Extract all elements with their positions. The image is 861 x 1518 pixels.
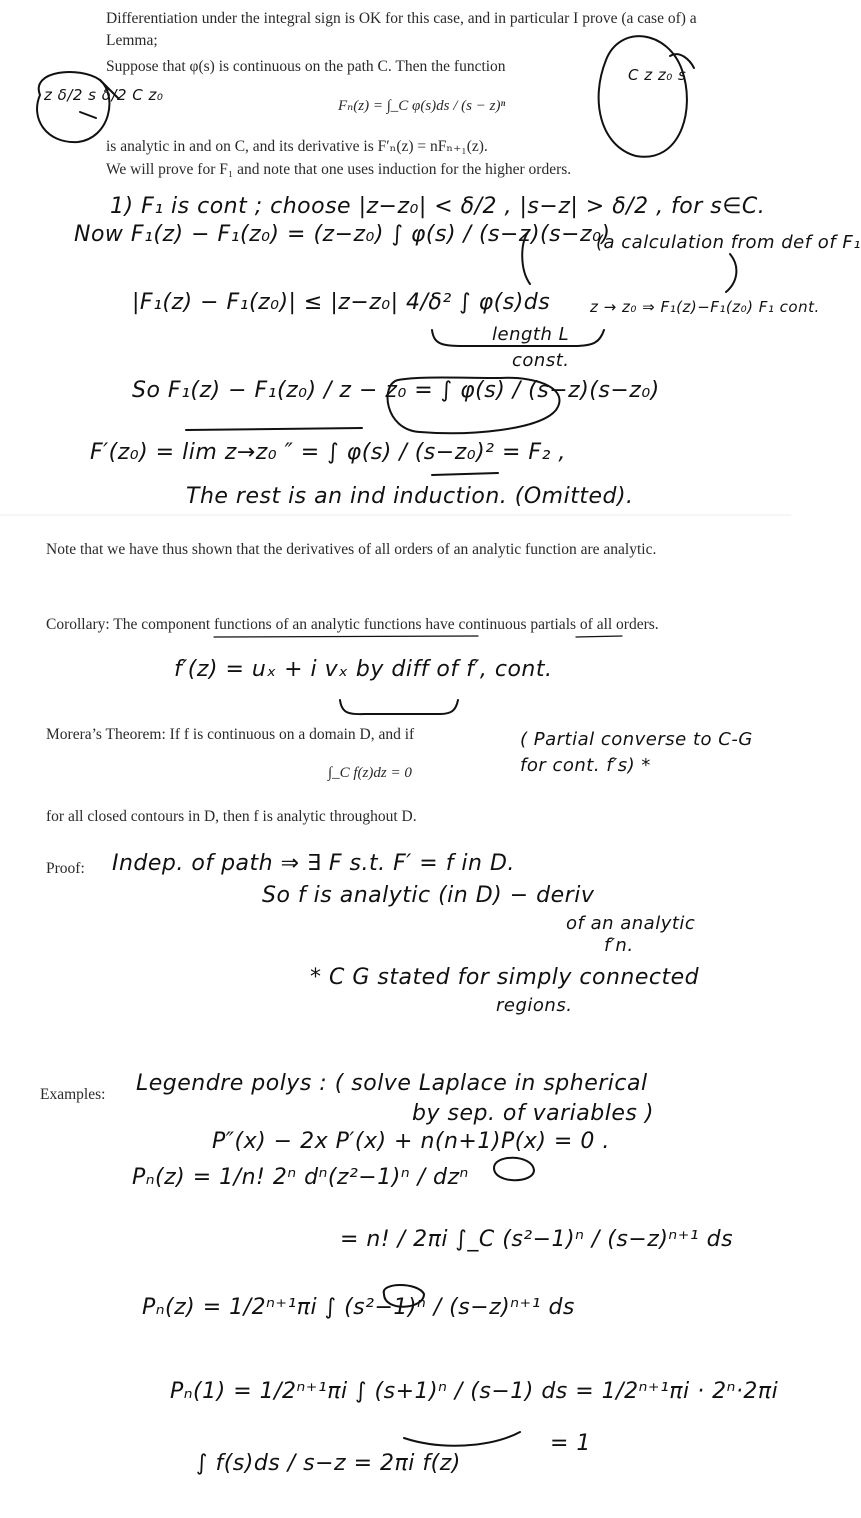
morera-conclusion: for all closed contours in D, then f is analytic throughout D. [46,808,417,825]
bottom-panel [0,515,791,1518]
example-line-4: Pₙ(z) = 1/n! 2ⁿ dⁿ(z²−1)ⁿ / dzⁿ [132,1165,469,1190]
lemma-formula: Fₙ(z) = ∫_C φ(s)ds / (s − z)ⁿ [338,98,506,114]
example-line-8: = 1 [550,1431,591,1456]
proof-label: Proof: [46,860,85,877]
proof-line-4: f′n. [604,935,634,956]
hand-line-2: Now F₁(z) − F₁(z₀) = (z−z₀) ∫ φ(s) / (s−z)(s−z₀) [74,222,611,247]
example-line-5: = n! / 2πi ∫_C (s²−1)ⁿ / (s−z)ⁿ⁺¹ ds [340,1227,734,1252]
hand-line-3-length: length L [492,324,570,345]
left-sketch-labels: z δ/2 s δ/2 C z₀ [44,86,164,104]
example-line-1: Legendre polys : ( solve Laplace in spherical [136,1071,648,1096]
example-line-9: ∫ f(s)ds / s−z = 2πi f(z) [196,1451,461,1476]
proof-line-1: Indep. of path ⇒ ∃ F s.t. F′ = f in D. [112,851,515,876]
example-line-3: P″(x) − 2x P′(x) + n(n+1)P(x) = 0 . [212,1129,610,1154]
corollary: Corollary: The component functions of an analytic functions have continuous partials of all orders. [46,616,659,633]
top-panel [0,0,861,515]
lemma-statement: Suppose that φ(s) is continuous on the path C. Then the function [106,58,506,75]
proof-line-2: So f is analytic (in D) − deriv [262,883,595,908]
right-sketch-labels: C z z₀ s [628,66,687,84]
lemma-intro: Differentiation under the integral sign is OK for this case, and in particular I prove (a case of) a Lemma; [106,10,697,49]
morera-formula: ∫_C f(z)dz = 0 [328,765,412,781]
hand-line-4: So F₁(z) − F₁(z₀) / z − z₀ = ∫ φ(s) / (s−z)(s−z₀) [132,378,660,403]
hand-line-6: The rest is an ind induction. (Omitted). [186,484,634,509]
hand-line-5: F′(z₀) = lim z→z₀ ″ = ∫ φ(s) / (s−z₀)² = F₂ , [90,440,566,465]
morera-hand: ( Partial converse to C-G for cont. f′s) * [520,729,753,776]
lemma-derivative: is analytic in and on C, and its derivative is F′ₙ(z) = nFₙ₊₁(z). [106,138,488,155]
examples-label: Examples: [40,1086,106,1103]
proof-line-3: of an analytic [566,913,696,934]
lemma-induction-note: We will prove for F₁ and note that one uses induction for the higher orders. [106,161,572,178]
hand-line-2-note: (a calculation from def of F₁ [596,232,861,253]
hand-line-1: 1) F₁ is cont ; choose |z−z₀| < δ/2 , |s−z| > δ/2 , for s∈C. [110,194,766,219]
proof-footnote-2: regions. [496,995,573,1016]
example-line-6: Pₙ(z) = 1/2ⁿ⁺¹πi ∫ (s²−1)ⁿ / (s−z)ⁿ⁺¹ ds [142,1295,575,1320]
example-line-7: Pₙ(1) = 1/2ⁿ⁺¹πi ∫ (s+1)ⁿ / (s−1) ds = 1/2ⁿ⁺¹πi · 2ⁿ·2πi [170,1379,779,1404]
hand-line-3-limit: z → z₀ ⇒ F₁(z)−F₁(z₀) F₁ cont. [590,298,820,316]
morera-statement: Morera’s Theorem: If f is continuous on a domain D, and if [46,726,415,743]
hand-line-3-const: const. [512,350,570,371]
proof-footnote-1: * C G stated for simply connected [310,965,700,990]
example-line-2: by sep. of variables ) [412,1101,654,1126]
note-derivatives: Note that we have thus shown that the derivatives of all orders of an analytic function are analytic. [46,541,657,558]
hand-line-3: |F₁(z) − F₁(z₀)| ≤ |z−z₀| 4/δ² ∫ φ(s)ds [132,290,551,315]
corollary-hand: f′(z) = uₓ + i vₓ by diff of f′, cont. [174,657,553,682]
